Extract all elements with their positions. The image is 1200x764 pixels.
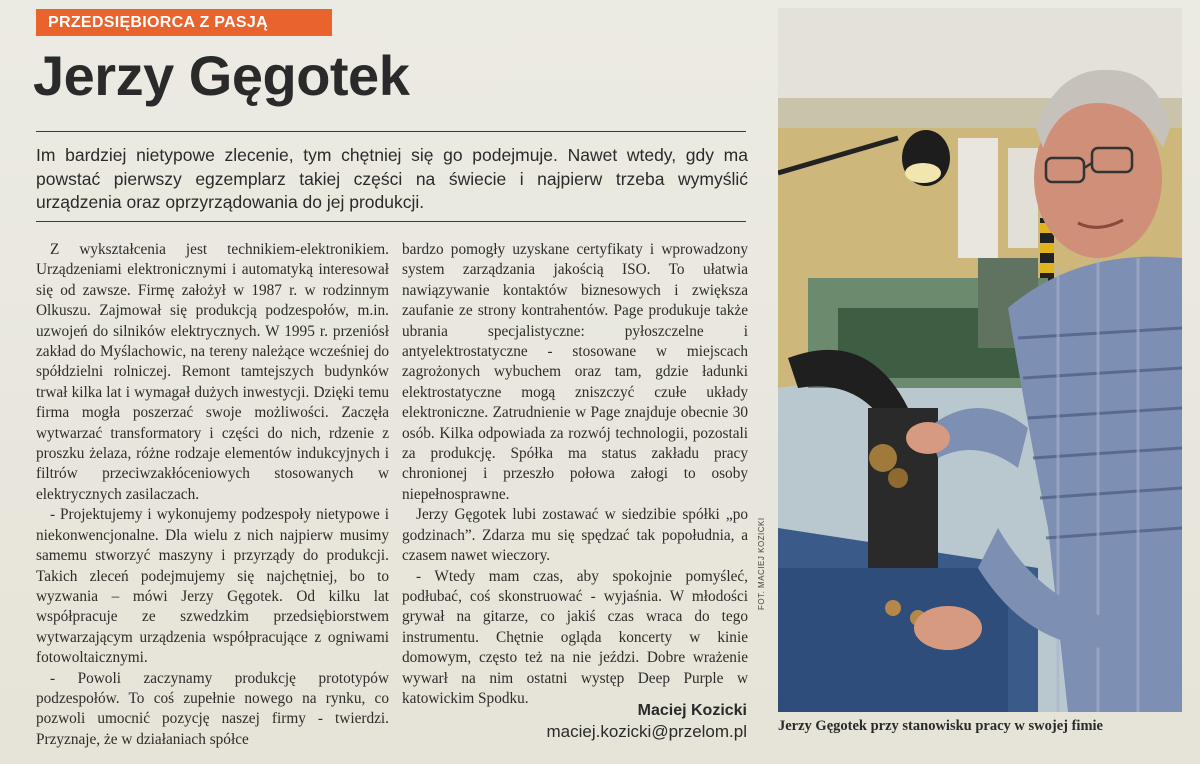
article-paragraph: - Powoli zaczynamy produkcję prototypów podzespołów. To coś zupełnie nowego na rynku, co pozwoli umocnić pozycję naszej firmy - twierdzi. Przyznaje, że w działaniach spółce <box>36 669 389 748</box>
article-paragraph: Z wykształcenia jest technikiem-elektronikiem. Urządzeniami elektronicznymi i automatyką interesował się od zawsze. Firmę założył w 1987 r. w rodzinnym Olkuszu. Zajmował się produkcją podzespołów, m.in. uzwojeń do silników elektrycznych. W 1995 r. przeniósł zakład do Myślachowic, na tereny należące wcześniej do spółdzielni rolniczej. Remont tamtejszych budynków trwał kilka lat i wymagał dużych inwestycji. Dzięki temu firma mogła poszerzać swoje możliwości. Zaczęła wytwarzać transformatory i części do nich, rdzenie z proszku żelaza, różne rodzaje elementów indukcyjnych i filtrów przeciwzakłóceniowych stosowanych w elektrycznych zasilaczach. <box>36 241 389 503</box>
article-column-left <box>36 240 389 750</box>
photo-credit: FOT. MACIEJ KOZICKI <box>757 517 766 610</box>
lead-paragraph: Im bardziej nietypowe zlecenie, tym chętniej się go podejmuje. Nawet wtedy, gdy ma powstać pierwszy egzemplarz takiej części na świecie i najpierw trzeba wymyślić urządzenia oraz oprzyrządowania do jej produkcji. <box>36 145 748 212</box>
lead-top-rule <box>36 131 746 132</box>
article-column-right <box>402 240 748 709</box>
article-paragraph: bardzo pomogły uzyskane certyfikaty i wprowadzony system zarządzania jakością ISO. To ułatwia nawiązywanie kontaktów biznesowych i zwiększa zaufanie ze strony kontrahentów. Page produkuje także ubrania specjalistyczne: pyłoszczelne i antyelektrostatyczne - stosowane w miejscach zagrożonych wybuchem oraz tam, gdzie ładunki elektrostatyczne mogą zniszczyć czułe układy elektroniczne. Zatrudnienie w Page znajduje obecnie 30 osób. Kilka odpowiada za rozwój technologii, pozostali za produkcję. Spółka ma status zakładu pracy chronionej i przeszło połowa załogi to osoby niepełnosprawne. <box>402 241 748 503</box>
article-photo <box>778 8 1182 712</box>
article-paragraph: Jerzy Gęgotek lubi zostawać w siedzibie spółki „po godzinach”. Zdarza mu się spędzać tak popołudnia, a czasem nawet wieczory. <box>402 506 748 565</box>
article-paragraph: - Wtedy mam czas, aby spokojnie pomyśleć, podłubać, coś skonstruować - wyjaśnia. W młodości grywał na gitarze, co jakiś czas wraca do tego instrumentu. Chętnie ogląda koncerty w kinie domowym, często też na nie jeździ. Dobre wrażenie wywarł na nim ostatni występ Deep Purple w katowickim Spodku. <box>402 567 748 707</box>
section-tag: PRZEDSIĘBIORCA Z PASJĄ <box>36 9 332 36</box>
byline <box>546 701 747 743</box>
photo-caption: Jerzy Gęgotek przy stanowisku pracy w swojej fimie <box>778 718 1103 734</box>
author-name: Maciej Kozicki <box>637 702 747 719</box>
lead-bottom-rule <box>36 221 746 222</box>
headline: Jerzy Gęgotek <box>33 44 410 107</box>
article-paragraph: - Projektujemy i wykonujemy podzespoły nietypowe i niekonwencjonalne. Dla wielu z nich najpierw musimy samemu stworzyć maszyny i przyrządy do produkcji. Takich zleceń podejmujemy się najchętniej, bo to wyzwania – mówi Jerzy Gęgotek. Od kilku lat współpracuje ze szwedzkim przedsiębiorstwem wytwarzającym urządzenia współpracujące z ogniwami fotowoltaicznymi. <box>36 506 389 667</box>
author-email: maciej.kozicki@przelom.pl <box>546 722 747 741</box>
workshop-photo-illustration <box>778 8 1182 712</box>
